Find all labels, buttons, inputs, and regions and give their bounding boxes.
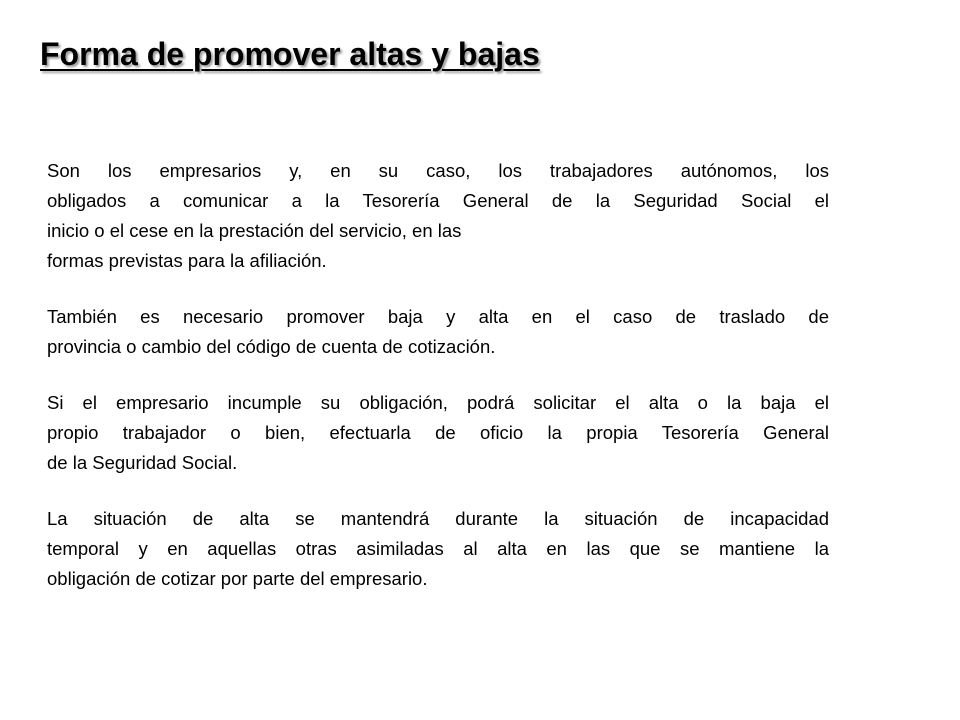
paragraph-4 [47, 504, 829, 594]
paragraph-line: La situación de alta se mantendrá durante la situación de incapacidad [47, 508, 829, 529]
paragraph-line: Son los empresarios y, en su caso, los trabajadores autónomos, los [47, 160, 829, 181]
paragraph-3 [47, 388, 829, 478]
paragraph-2 [47, 302, 829, 362]
paragraph-line: de la Seguridad Social. [47, 452, 238, 473]
paragraph-line: obligados a comunicar a la Tesorería General de la Seguridad Social el [47, 190, 829, 211]
slide-body [47, 156, 829, 620]
paragraph-line: inicio o el cese en la prestación del servicio, en las [47, 220, 462, 241]
paragraph-line: obligación de cotizar por parte del empresario. [47, 568, 428, 589]
paragraph-line: temporal y en aquellas otras asimiladas al alta en las que se mantiene la [47, 538, 829, 559]
paragraph-line: Si el empresario incumple su obligación, podrá solicitar el alta o la baja el [47, 392, 829, 413]
paragraph-line: propio trabajador o bien, efectuarla de oficio la propia Tesorería General [47, 422, 829, 443]
paragraph-line: También es necesario promover baja y alta en el caso de traslado de [47, 306, 829, 327]
paragraph-line: formas previstas para la afiliación. [47, 250, 327, 271]
paragraph-line: provincia o cambio del código de cuenta de cotización. [47, 336, 496, 357]
paragraph-1 [47, 156, 829, 276]
slide-title: Forma de promover altas y bajas [40, 36, 540, 72]
